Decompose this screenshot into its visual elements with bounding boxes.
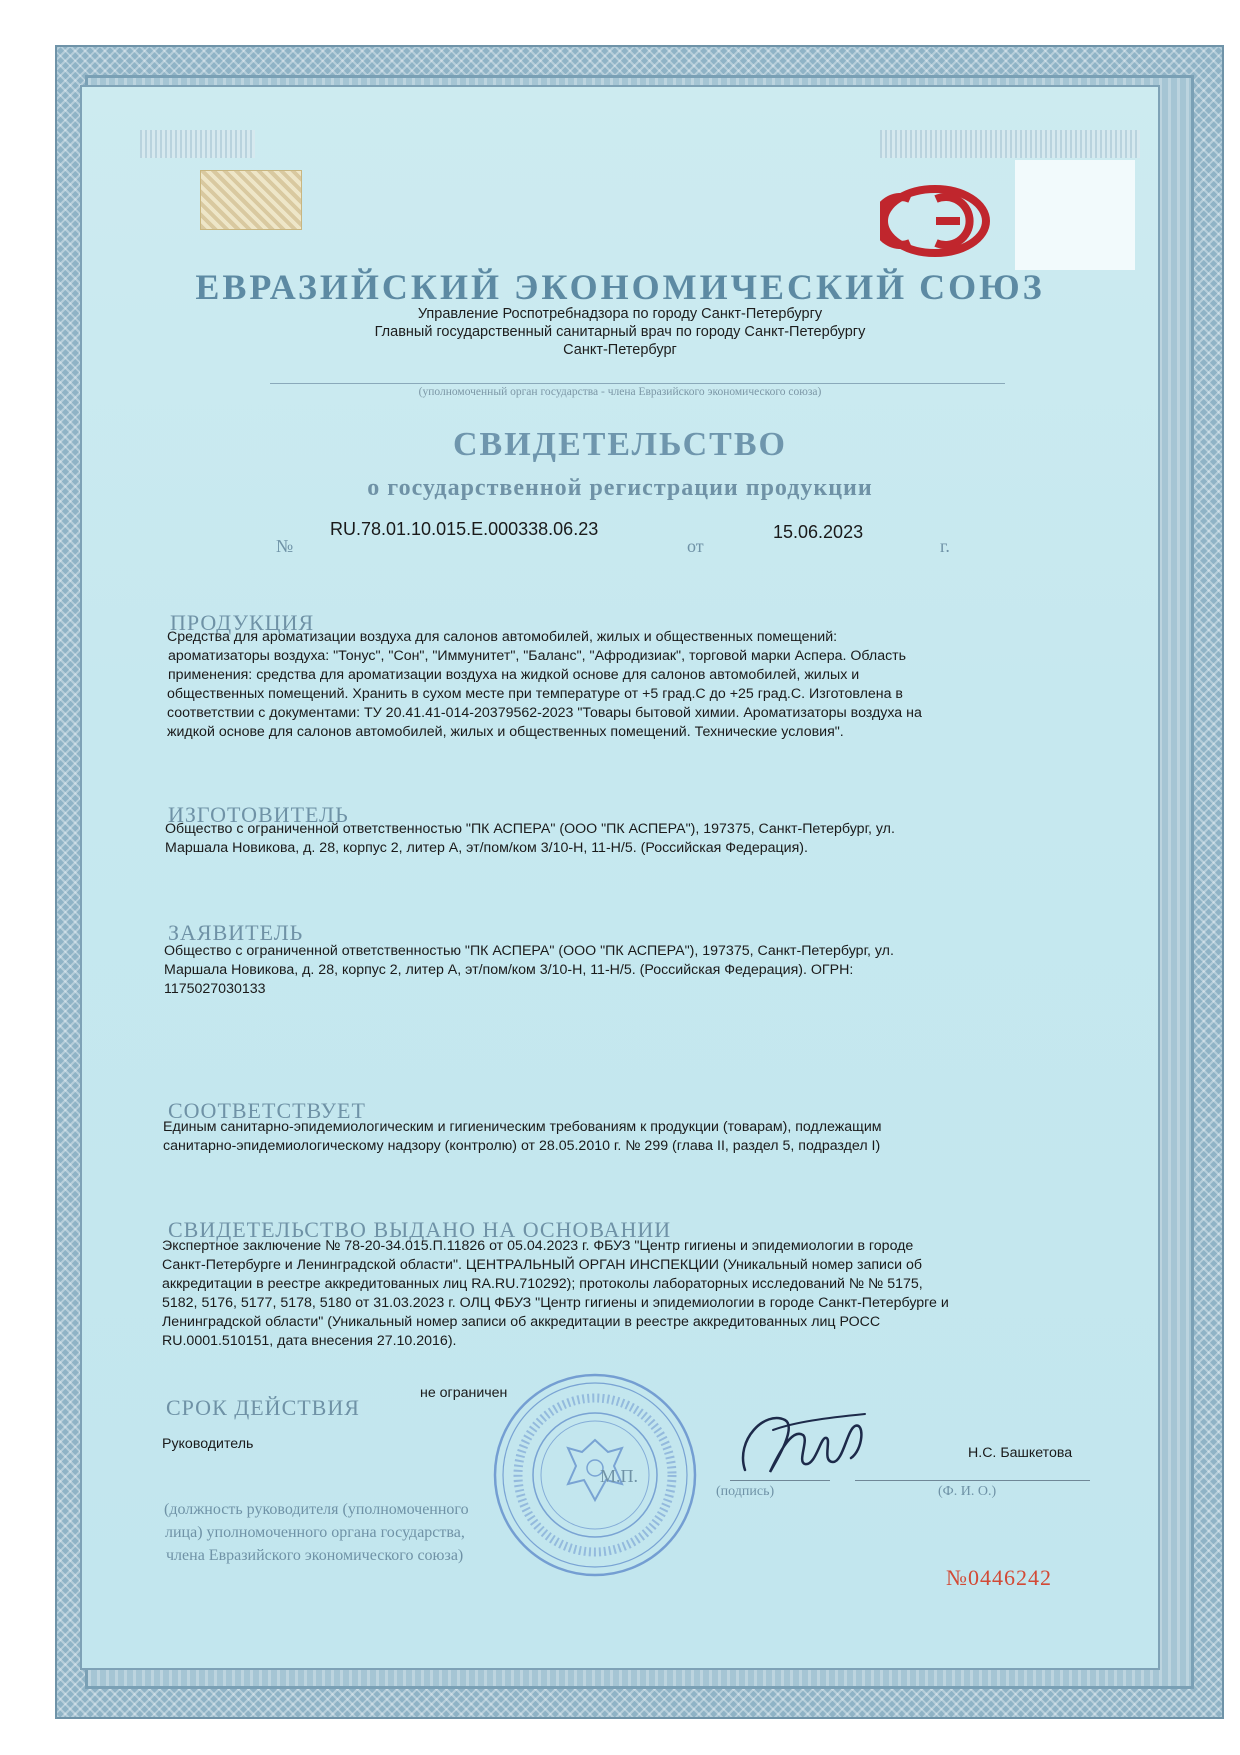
section-text-basis [162, 1237, 949, 1351]
decorative-strip-left [140, 130, 255, 158]
text-line: Общество с ограниченной ответственностью "ПК АСПЕРА" (ООО "ПК АСПЕРА"), 197375, Санкт-Петербург, ул. [164, 943, 894, 959]
role-note-line: члена Евразийского экономического союза) [166, 1547, 464, 1564]
certificate-date: 15.06.2023 [773, 522, 864, 542]
text-line: Ленинградской области" (Уникальный номер записи об аккредитации в реестре аккредитованных лиц РОСС [162, 1314, 881, 1330]
text-line: Маршала Новикова, д. 28, корпус 2, литер А, эт/пом/ком 3/10-Н, 11-Н/5. (Российская Федерация). [165, 840, 808, 856]
text-line: санитарно-эпидемиологическому надзору (контролю) от 28.05.2010 г. № 299 (глава II, раздел 5, подраздел I) [163, 1138, 881, 1154]
section-heading-product: ПРОДУКЦИЯ [170, 610, 315, 635]
date-label: от [687, 536, 704, 556]
signer-name: Н.С. Башкетова [968, 1445, 1073, 1461]
section-heading-applicant: ЗАЯВИТЕЛЬ [168, 920, 304, 945]
text-line: Санкт-Петербурге и Ленинградской области". ЦЕНТРАЛЬНЫЙ ОРГАН ИНСПЕКЦИИ (Уникальный номер записи об [162, 1257, 922, 1273]
authority-line: Главный государственный санитарный врач по городу Санкт-Петербургу [374, 324, 866, 340]
section-text-manufacturer [165, 820, 895, 858]
authority-line: Санкт-Петербург [563, 342, 677, 358]
signature-caption: (подпись) [716, 1484, 775, 1499]
text-line: общественных помещений. Хранить в сухом месте при температуре от +5 град.С до +25 град.С. Изготовлена в [167, 686, 903, 702]
role-note-line: лица) уполномоченного органа государства, [165, 1524, 465, 1541]
sanitary-registration-mark-icon [880, 185, 990, 257]
authority-line: Управление Роспотребнадзора по городу Санкт-Петербургу [417, 306, 823, 322]
text-line: 5182, 5176, 5177, 5178, 5180 от 31.03.2023 г. ОЛЦ ФБУЗ "Центр гигиены и эпидемиологии в городе Санкт-Петербурге и [162, 1295, 949, 1311]
certificate-subtitle: о государственной регистрации продукции [367, 475, 873, 501]
name-line [855, 1480, 1090, 1481]
section-heading-validity: СРОК ДЕЙСТВИЯ [166, 1395, 360, 1420]
text-line: 1175027030133 [164, 981, 266, 997]
handwritten-signature [725, 1400, 875, 1485]
union-title: ЕВРАЗИЙСКИЙ ЭКОНОМИЧЕСКИЙ СОЮЗ [195, 267, 1045, 307]
signer-role-note [164, 1498, 469, 1567]
authority-rule [270, 383, 1005, 384]
section-heading-complies: СООТВЕТСТВУЕТ [168, 1098, 366, 1123]
serial-number: №0446242 [946, 1565, 1052, 1590]
certificate-number: RU.78.01.10.015.Е.000338.06.23 [330, 519, 599, 539]
text-line: Экспертное заключение № 78-20-34.015.П.11826 от 05.04.2023 г. ФБУЗ "Центр гигиены и эпидемиологии в городе [162, 1238, 914, 1254]
text-line: соответствии с документами: ТУ 20.41.41-014-20379562-2023 "Товары бытовой химии. Ароматизаторы воздуха на [167, 705, 922, 721]
name-caption: (Ф. И. О.) [938, 1484, 997, 1499]
authority-hint: (уполномоченный орган государства - члена Евразийского экономического союза) [418, 386, 822, 398]
text-line: Общество с ограниченной ответственностью "ПК АСПЕРА" (ООО "ПК АСПЕРА"), 197375, Санкт-Петербург, ул. [165, 821, 895, 837]
text-line: Единым санитарно-эпидемиологическим и гигиеническим требованиям к продукции (товарам), подлежащим [163, 1119, 882, 1135]
signer-role: Руководитель [162, 1436, 254, 1452]
text-line: ароматизаторы воздуха: "Тонус", "Сон", "Иммунитет", "Баланс", "Афродизиак", торговой марки Аспера. Область [168, 648, 907, 664]
hologram-sticker [200, 170, 302, 230]
certificate-title: СВИДЕТЕЛЬСТВО [453, 426, 787, 463]
section-heading-manufacturer: ИЗГОТОВИТЕЛЬ [168, 802, 349, 827]
text-line: Средства для ароматизации воздуха для салонов автомобилей, жилых и общественных помещений: [167, 629, 838, 645]
text-line: жидкой основе для салонов автомобилей, жилых и общественных помещений. Технические условия". [167, 724, 844, 740]
number-label: № [276, 536, 294, 556]
blank-corner-patch [1015, 160, 1135, 270]
validity-value: не ограничен [420, 1385, 508, 1401]
text-line: Маршала Новикова, д. 28, корпус 2, литер А, эт/пом/ком 3/10-Н, 11-Н/5. (Российская Федерация). ОГРН: [164, 962, 854, 978]
text-line: RU.0001.510151, дата внесения 27.10.2016). [162, 1333, 457, 1349]
role-note-line: (должность руководителя (уполномоченного [164, 1501, 469, 1518]
official-seal-stamp [490, 1370, 700, 1580]
seal-label: М.П. [600, 1466, 639, 1486]
section-text-applicant [164, 942, 894, 999]
section-heading-basis: СВИДЕТЕЛЬСТВО ВЫДАНО НА ОСНОВАНИИ [168, 1217, 672, 1242]
section-text-complies [163, 1118, 882, 1156]
decorative-strip-right [880, 130, 1140, 158]
text-line: применения: средства для ароматизации воздуха на жидкой основе для салонов автомобилей, жилых и [168, 667, 860, 683]
section-text-product [167, 628, 922, 742]
year-suffix: г. [940, 536, 950, 556]
text-line: аккредитации в реестре аккредитованных лиц RA.RU.710292); протоколы лабораторных исследований № № 5175, [162, 1276, 923, 1292]
